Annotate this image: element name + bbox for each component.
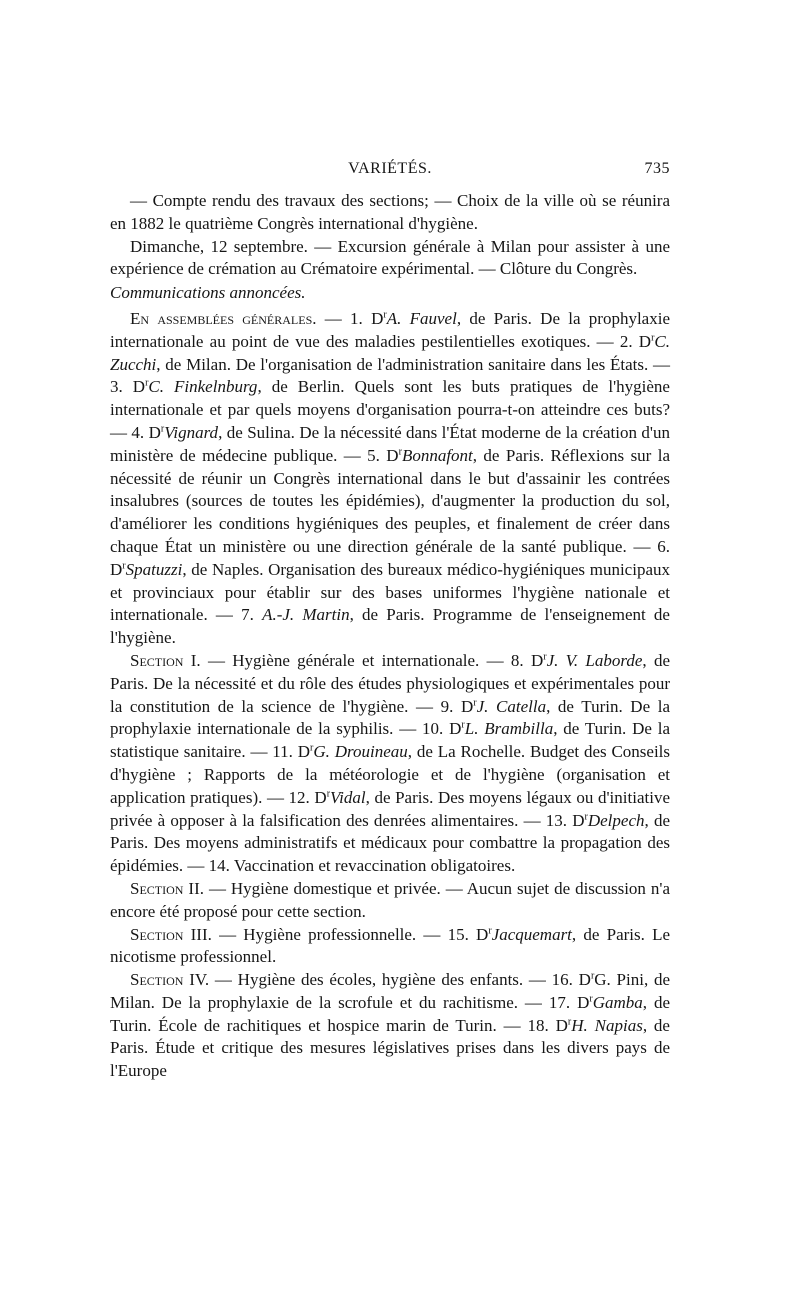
text-run: , de La Rochelle. Budget des Conseils d'hygiène ; Rapports de la météorologie et de l'hygiène (organisation et application pratiques). — 12. D: [110, 742, 671, 807]
sup-r: r: [383, 309, 387, 321]
text-run: — Hygiène des écoles, hygiène des enfants. — 16. D: [209, 970, 591, 990]
page-number: 735: [644, 160, 670, 177]
paragraph-section-4: [110, 969, 670, 1083]
book-page: [110, 160, 670, 1083]
sup-r: r: [145, 377, 149, 389]
section-4-lead: Section IV.: [130, 970, 210, 990]
author-name: J. Catella: [476, 696, 547, 716]
text-run: , de Paris. Programme de l'enseignement de l'hygiène.: [110, 605, 670, 648]
text-run: — Hygiène professionnelle. — 15. D: [211, 924, 489, 944]
author-name: A. Fauvel: [386, 308, 457, 328]
text-run: , de Milan. De la prophylaxie de la scrofule et du rachitisme. — 17. D: [110, 970, 670, 1012]
sup-r: r: [310, 742, 314, 754]
running-head: [110, 160, 670, 190]
sup-r: r: [584, 810, 588, 822]
sup-r: r: [651, 332, 655, 344]
section-1-lead: Section I.: [130, 650, 201, 670]
text-run: , de Paris. Des moyens administratifs et médicaux pour combattre la propagation des épidémies. — 14. Vaccination et revaccination obligatoires.: [110, 810, 670, 876]
sup-r: r: [543, 651, 547, 663]
sup-r: r: [160, 423, 165, 435]
paragraph-section-2: [110, 878, 670, 924]
text-run: , de Sulina. De la nécessité dans l'État moderne de la création d'un ministère de médecine publique. — 5. D: [110, 422, 670, 465]
text-run: , de Paris. De la nécessité et du rôle des études physiologiques et expérimentales pour la constitution de la science de l'hygiène. — 9. D: [110, 650, 671, 716]
text-run: — 1. D: [316, 308, 384, 328]
sup-r: r: [122, 560, 126, 572]
text-run: , de Turin. De la prophylaxie internationale de la syphilis. — 10. D: [110, 696, 671, 739]
sup-r: r: [488, 924, 492, 936]
text-run: , de Paris. Des moyens légaux ou d'initiative privée à opposer à la falsification des denrées alimentaires. — 13. D: [110, 787, 670, 830]
author-name: H. Napias: [571, 1015, 643, 1035]
sup-r: r: [589, 993, 593, 1005]
sup-r: r: [473, 696, 477, 708]
text-run: , de Paris. Réflexions sur la nécessité de réunir un Congrès international dans le but d'assainir les contrées insalubres (sources de toutes les épidémies), d'augmenter la production du sol, d'améliorer les conditions hygiéniques des peuples, et finalement de créer dans chaque État un ministère ou une direction générale de la santé publique. — 6. D: [110, 445, 671, 579]
paragraph-program-end: — Compte rendu des travaux des sections; — Choix de la ville où se réunira en 1882 le quatrième Congrès international d'hygiène.: [110, 191, 670, 233]
author-name: Spatuzzi: [125, 559, 183, 579]
author-name: Jacquemart: [491, 924, 572, 944]
author-name: Delpech: [587, 810, 645, 830]
paragraph-section-1: [110, 650, 670, 878]
text-run: , de Naples. Organisation des bureaux médico-hygiéniques municipaux et provinciaux pour établir sur des bases uniformes l'hygiène nationale et internationale. — 7.: [110, 559, 670, 625]
author-name: C. Finkelnburg: [148, 377, 258, 397]
paragraph-section-3: [110, 924, 670, 970]
section-subheading: Communications annoncées.: [110, 283, 306, 303]
text-run: , de Paris. Étude et critique des mesures législatives prises dans les divers pays de l'Europe: [110, 1015, 670, 1081]
text-run: , de Turin. De la statistique sanitaire. — 11. D: [110, 719, 670, 762]
text-run: , de Berlin. Quels sont les buts pratiques de l'hygiène internationale et par quels moyens d'organisation pourra-t-on atteindre ces buts? — 4. D: [110, 377, 670, 442]
author-name: C. Zucchi: [110, 331, 670, 374]
section-2-lead: Section II.: [130, 878, 204, 898]
text-run: — Hygiène domestique et privée. — Aucun sujet de discussion n'a encore été proposé pour cette section.: [110, 878, 670, 921]
running-title: VARIÉTÉS.: [348, 160, 432, 177]
text-run: , de Paris. De la prophylaxie internationale au point de vue des maladies pestilentielles exotiques. — 2. D: [110, 308, 670, 351]
author-name: Vignard: [164, 422, 219, 442]
sup-r: r: [326, 788, 331, 800]
section-3-lead: Section III.: [130, 924, 212, 944]
sup-r: r: [461, 719, 465, 731]
author-name: J. V. Laborde: [546, 650, 643, 670]
sup-r: r: [590, 970, 595, 982]
body-text: [110, 190, 670, 1083]
paragraph-sunday: Dimanche, 12 septembre. — Excursion générale à Milan pour assister à une expérience de crémation au Crématoire expérimental. — Clôture du Congrès.: [110, 236, 670, 279]
author-name: L. Brambilla: [464, 719, 554, 739]
author-name: Vidal: [330, 787, 366, 807]
sup-r: r: [567, 1016, 572, 1028]
text-run: , de Paris. Le nicotisme professionnel.: [110, 924, 670, 967]
author-name: A.-J. Martin: [262, 605, 350, 625]
text-run: , de Turin. École de rachitiques et hospice marin de Turin. — 18. D: [110, 992, 670, 1035]
sup-r: r: [398, 446, 402, 458]
author-name: G. Drouineau: [313, 742, 408, 762]
text-run: — Hygiène générale et internationale. — 8. D: [200, 650, 544, 670]
author-name: Gamba: [592, 992, 643, 1012]
assemblies-lead: En assemblées générales.: [130, 308, 317, 328]
text-run: , de Milan. De l'organisation de l'administration sanitaire dans les États. — 3. D: [110, 354, 670, 397]
author-name: Bonnafont: [401, 445, 473, 465]
author-name: G. Pini: [594, 970, 644, 990]
paragraph-general-assemblies: [110, 308, 670, 650]
